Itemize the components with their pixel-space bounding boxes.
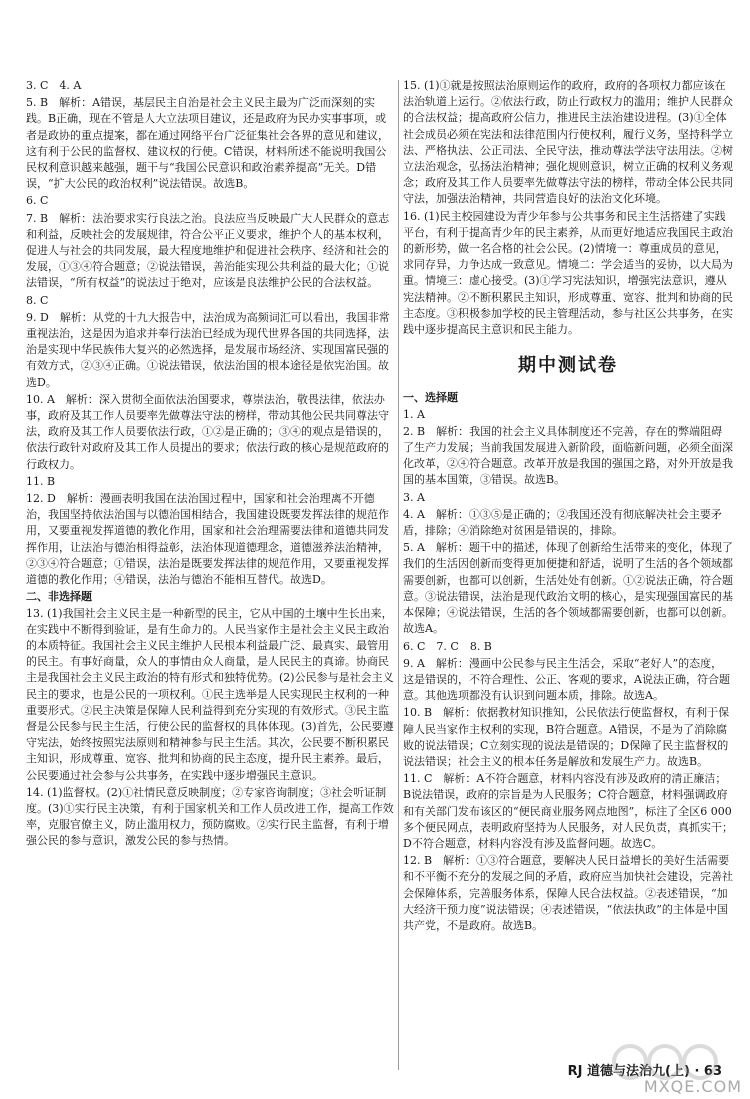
section-title: 一、选择题 xyxy=(403,391,458,405)
answer-entry: 12. D 解析：漫画表明我国在法治国过程中，国家和社会治理离不开德治，我国坚持依法治国与以德治国相结合，我国建设既要发挥法律的规范作用，又要重视发挥道德的教化作用，国家和社会治理需要法律和道德共同发挥作用，让法治与德治相得益彰，法治体现道德理念，道德滋养法治精神，②③④符合题意；①错误，法治是既要发挥法律的规范作用，又要重视发挥道德的教化作用；④错误，法治与德治不能相互替代。故选D。 xyxy=(26,492,389,587)
page-footer: RJ 道德与法治九(上) · 63 xyxy=(567,1064,722,1079)
right-column xyxy=(403,78,733,935)
left-column xyxy=(26,78,394,851)
answer-entry: 2. B 解析：我国的社会主义具体制度还不完善，存在的弊端阻碍了生产力发展；当前我国发展进入新阶段，面临新问题，必须全面深化改革，②④符合题意。改革开放是我国的强国之路，对外开放是我国的基本国策，③错误。故选B。 xyxy=(403,424,733,487)
answer-entry: 4. A 解析：①③⑤是正确的；②我国还没有彻底解决社会主要矛盾，排除；④消除绝对贫困是错误的，排除。 xyxy=(403,507,722,538)
answer-entry: 6. C xyxy=(26,194,49,208)
answer-entry: 16. (1)民主校园建设为青少年参与公共事务和民主生活搭建了实践平台，有利于提高青少年的民主素养，从而更好地适应我国民主政治的新形势，做一名合格的社会公民。(2)情境一：尊重成员的意见，求同存异，力争达成一致意见。情境二：学会适当的妥协，以大局为重。情境三：虚心接受。(3)①学习宪法知识，增强宪法意识，遵从宪法精神。②不断积累民主知识，形成尊重、宽容、批判和协商的民主态度。③积极参加学校的民主管理活动，参与社区公共事务，在实践中逐步提高民主意识和民主能力。 xyxy=(403,209,733,337)
answer-entry: 15. (1)①就是按照法治原则运作的政府，政府的各项权力都应该在法治轨道上运行。②依法行政，防止行政权力的滥用；维护人民群众的合法权益；提高政府公信力，推进民主法治建设进程。(3)①全体社会成员必须在宪法和法律范围内行使权利，履行义务，坚持科学立法、严格执法、公正司法、全民守法，推动尊法学法守法用法。②树立法治观念，弘扬法治精神；强化规则意识，树立正确的权利义务观念；政府及其工作人员要率先做尊法守法的榜样，带动全体公民共同守法，加强法治精神，共同营造良好的法治文化环境。 xyxy=(403,79,733,206)
answer-entry: 13. (1)我国社会主义民主是一种新型的民主，它从中国的土壤中生长出来，在实践中不断得到验证，是有生命力的。人民当家作主是社会主义民主政治的本质特征。我国社会主义民主维护人民根本利益最广泛、最真实、最管用的民主。有事好商量，众人的事情由众人商量，是人民民主的真谛。协商民主是我国社会主义民主政治的特有形式和独特优势。(2)公民参与是社会主义民主的要求，也是公民的一项权利。①民主选举是人民实现民主权利的一种重要形式。②民主决策是保障人民利益得到充分实现的有效形式。③民主监督是公民参与民主生活，行使公民的监督权的具体体现。(3)首先，公民要遵守宪法，始终按照宪法原则和精神参与民主生活。其次，公民要不断积累民主知识，形成尊重、宽容、批判和协商的民主态度，提升民主素养。最后，公民要通过社会参与公共事务，在实践中逐步增强民主意识。 xyxy=(26,606,394,782)
answer-entry: 5. A 解析：题干中的描述，体现了创新给生活带来的变化，体现了我们的生活因创新而变得更加便捷和舒适，说明了生活的各个领域都需要创新，也都可以创新，生活处处有创新。①②说法正确，符合题意。③说法错误，法治是现代政治文明的核心，是实现强国富民的基本保障；④说法错误，生活的各个领域都需要创新，也都可以创新。故选A。 xyxy=(403,541,733,636)
answer-entry: 10. A 解析：深入贯彻全面依法治国要求，尊崇法治，敬畏法律，依法办事，政府及其工作人员要率先做尊法守法的榜样，带动其他公民共同尊法守法，政府及其工作人员要依法行政，①②是正确的；③④的观点是错误的，依法行政针对政府及其工作人员提出的要求；依法行政的核心是规范政府的行政权力。 xyxy=(26,392,389,471)
answer-entry: 3. C 4. A xyxy=(26,79,82,92)
answer-entry: 12. B 解析：①③符合题意，要解决人民日益增长的美好生活需要和不平衡不充分的发展之间的矛盾，政府应当加快社会建设，完善社会保障体系，完善服务体系，保障人民合法权益。②表述错误，“加大经济干预力度”说法错误；④表述错误，“依法执政”的主体是中国共产党，不是政府。故选B。 xyxy=(403,854,733,932)
answer-entry: 5. B 解析：A错误，基层民主自治是社会主义民主最为广泛而深刻的实践。B正确，现在不管是人大立法项目建议，还是政府为民办实事事项，或者是政协的重点提案，都在通过网络平台广泛征集社会各界的意见和建议，这有利于公民的监督权、建议权的行使。C错误，材料所述不能说明我国公民权利意识越来越强，题干与“我国公民意识和政治素养提高”无关。D错误，“扩大公民的政治权利”说法错误。故选B。 xyxy=(26,96,389,191)
answer-entry: 7. B 解析：法治要求实行良法之治。良法应当反映最广大人民群众的意志和利益，反映社会的发展规律，符合公平正义要求，维护个人的基本权利，促进人与社会的共同发展，最大程度地维护和促进社会秩序、经济和社会的发展，①③④符合题意；②说法错误，善治能实现公共利益的最大化；①说法错误，“所有权益”的说法过于绝对，应该是良法维护公民的合法权益。 xyxy=(26,211,390,290)
answer-entry: 9. A 解析：漫画中公民参与民主生活会，采取“老好人”的态度，这是错误的，不符合理性、公正、客观的要求，A说法正确，符合题意。其他选项都没有认识到问题本质，排除。故选A。 xyxy=(403,656,730,703)
answer-entry: 6. C 7. C 8. B xyxy=(403,639,492,653)
answer-entry: 14. (1)监督权。(2)①社情民意反映制度；②专家咨询制度；③社会听证制度。(3)①实行民主决策，有利于国家机关和工作人员改进工作，提高工作效率，克服官僚主义，防止滥用权力，预防腐败。②实行民主监督，有利于增强公民的参与意识，激发公民的参与热情。 xyxy=(26,785,394,848)
section-heading: 期中测试卷 xyxy=(518,355,618,377)
answer-entry: 11. C 解析：A不符合题意，材料内容没有涉及政府的清正廉洁；B说法错误，政府的宗旨是为人民服务；C符合题意，材料强调政府和有关部门发布该区的“便民商业服务网点地图”，标注了全区6 000多个便民网点，表明政府坚持为人民服务，对人民负责，真抓实干；D不符合题意，材料内容没有涉及监督问题。故选C。 xyxy=(403,772,733,850)
answer-entry: 1. A xyxy=(403,407,425,421)
answer-entry: 3. A xyxy=(403,490,425,504)
answer-entry: 10. B 解析：依据教材知识推知，公民依法行使监督权，有利于保障人民当家作主权利的实现，B符合题意。A错误，不是为了消除腐败的说法错误；C立刻实现的说法是错误的；D保障了民主监督权的说法错误；社会主义的根本任务是解放和发展生产力。故选B。 xyxy=(403,706,730,768)
answer-entry: 9. D 解析：从党的十九大报告中，法治成为高频词汇可以看出，我国非常重视法治，这是因为追求并奉行法治已经成为现代世界各国的共同选择，法治是实现中华民族伟大复兴的必然选择，是发展市场经济、实现国富民强的有效方式，②③④正确。①说法错误，依法治国的根本途径是依宪治国。故选D。 xyxy=(26,310,390,389)
column-divider xyxy=(398,80,399,1070)
answer-entry: 8. C xyxy=(26,293,49,307)
answer-entry: 11. B xyxy=(26,474,56,488)
section-title: 二、非选择题 xyxy=(26,590,92,604)
watermark-text: MXQE.COM xyxy=(643,1077,742,1096)
